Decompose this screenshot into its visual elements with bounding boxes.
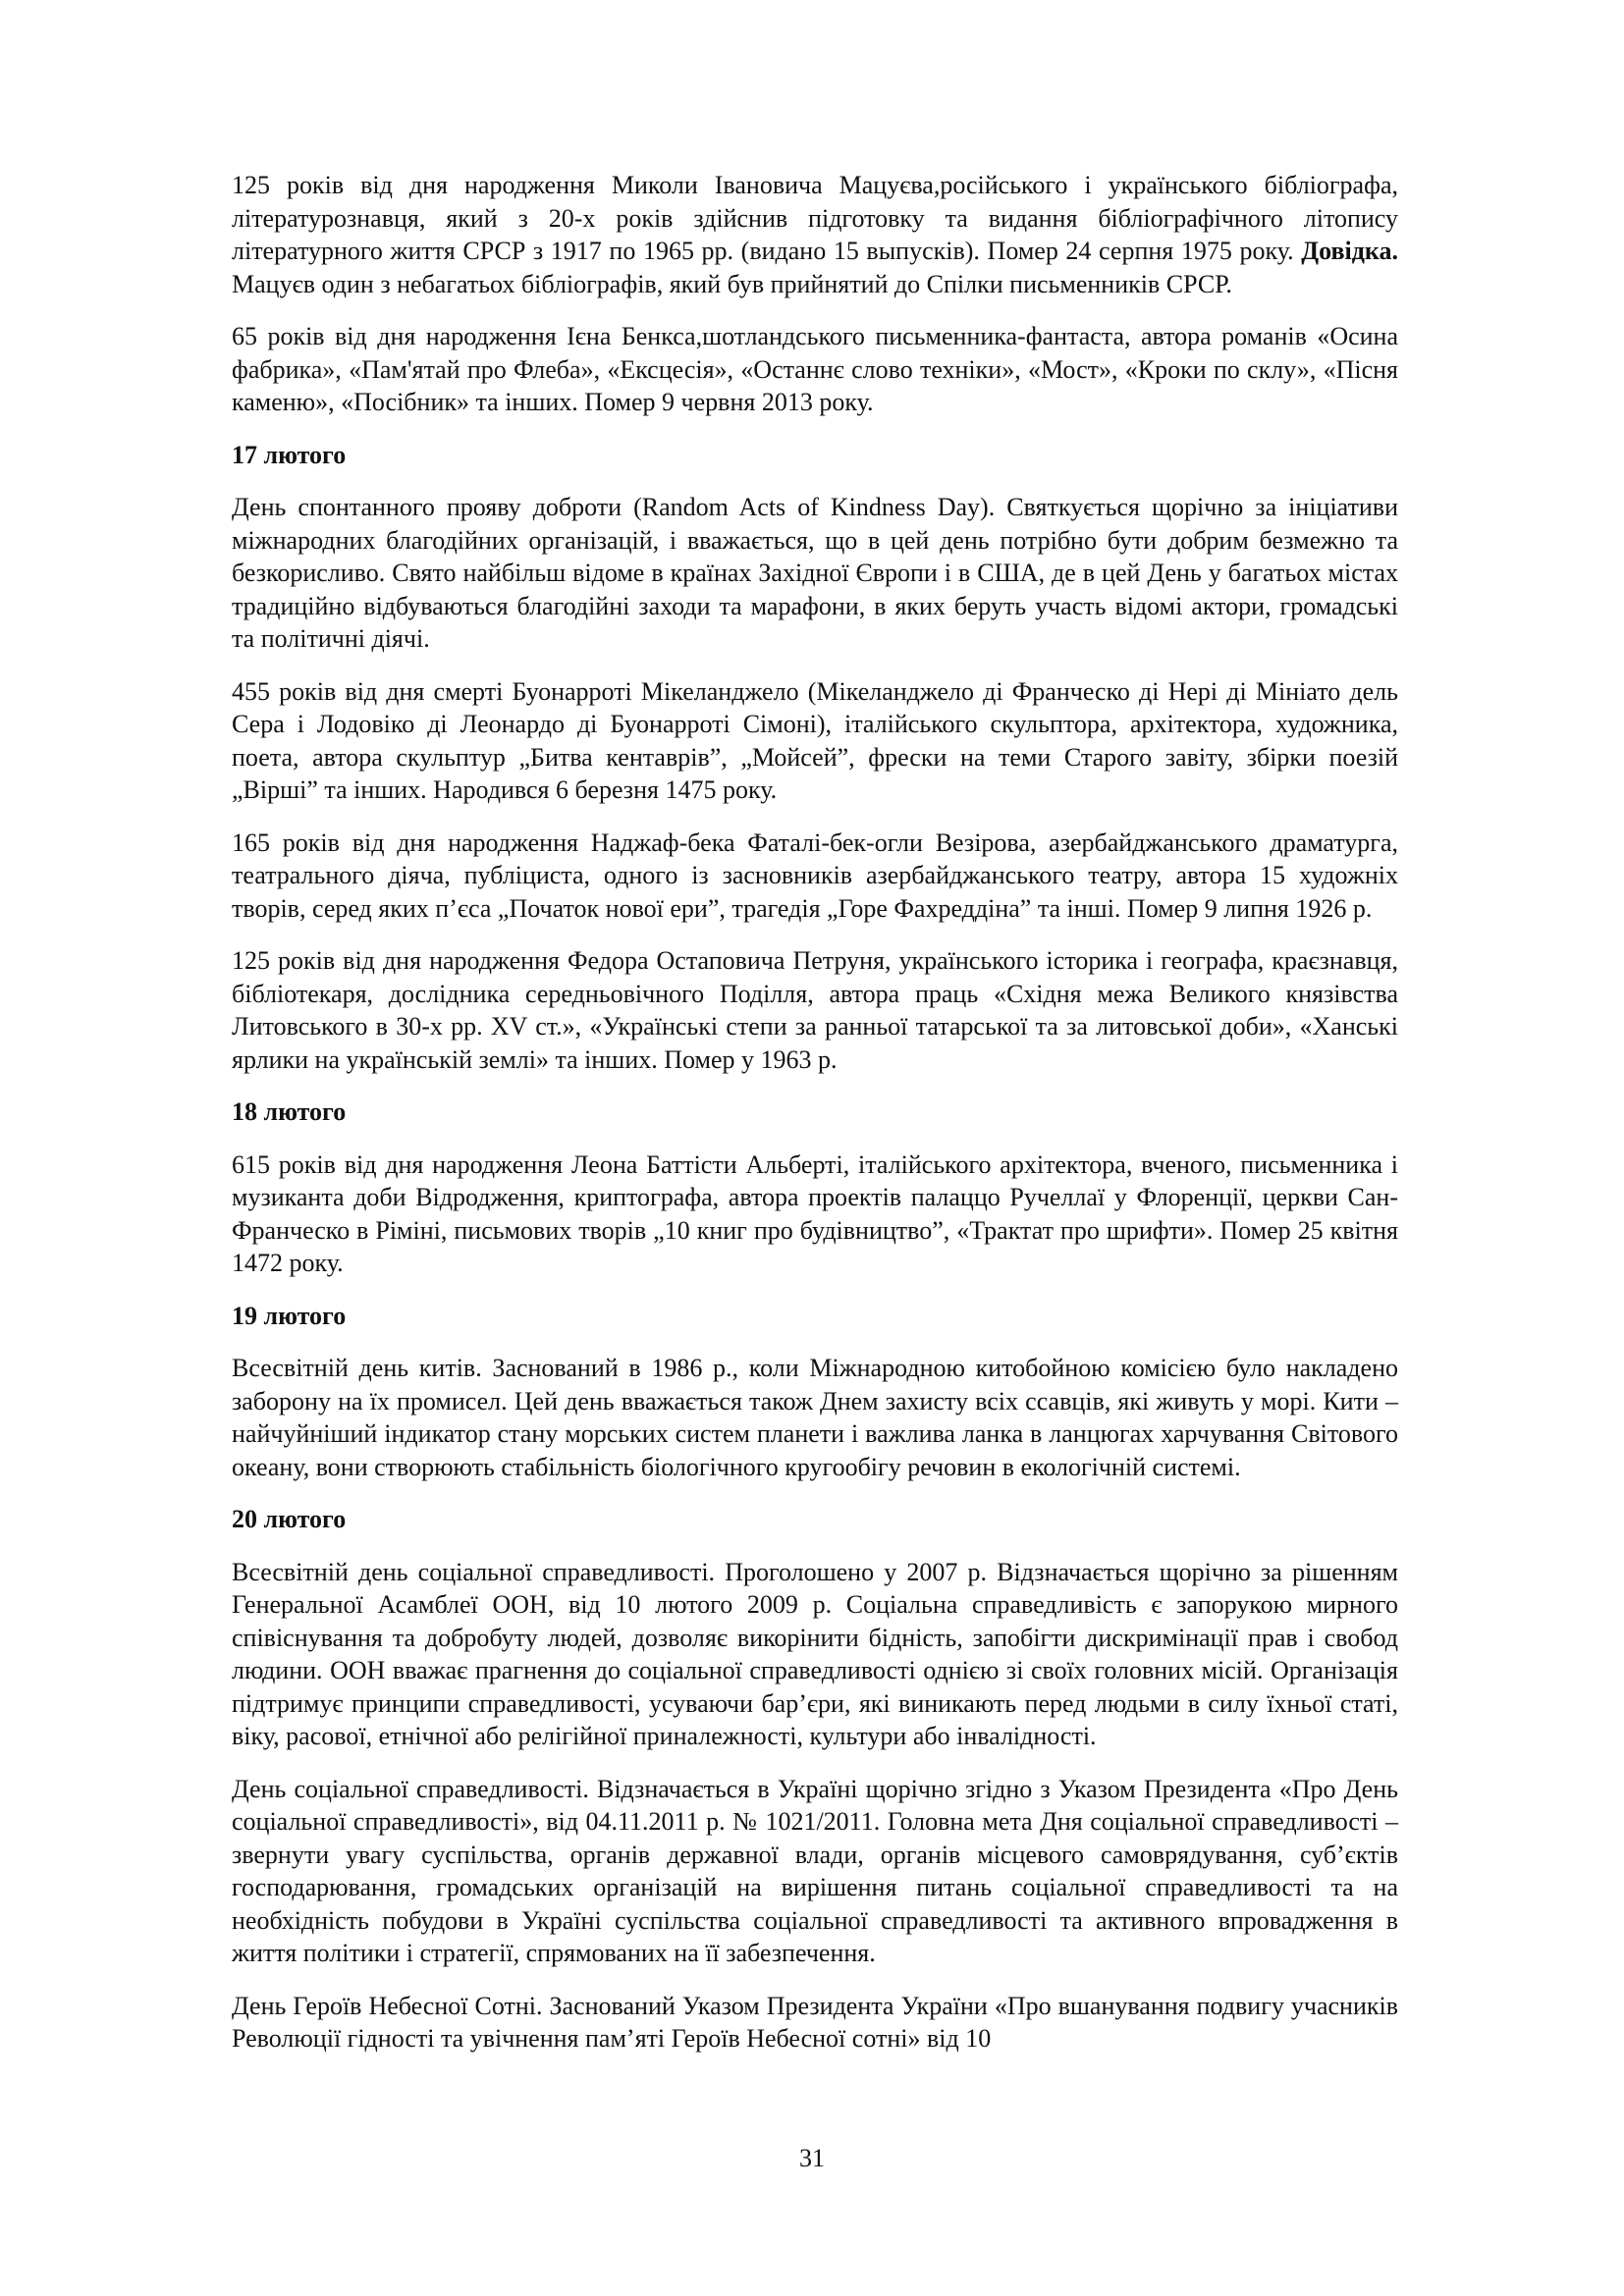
paragraph-heavenly-hundred: День Героїв Небесної Сотні. Заснований Указом Президента України «Про вшанування подвигу учасників Революції гідності та увічнення пам’яті Героїв Небесної сотні» від 10	[232, 1991, 1398, 2053]
page-number: 31	[799, 2144, 825, 2172]
paragraph-alberti: 615 років від дня народження Леона Баттісти Альберті, італійського архітектора, вченого, письменника і музиканта доби Відродження, криптографа, автора проектів палаццо Ручеллаї у Флоренції, церкви Сан-Франческо в Ріміні, письмових творів „10 книг про будівництво”, «Трактат про шрифти». Помер 25 квітня 1472 року.	[232, 1149, 1398, 1277]
document-page	[232, 169, 1398, 2075]
paragraph-petrun: 125 років від дня народження Федора Остаповича Петруня, українського історика і географа, краєзнавця, бібліотекаря, дослідника середньовічного Поділля, автора праць «Східня межа Великого князівства Литовського в 30-х рр. XV ст.», «Українські степи за ранньої татарської та за литовської доби», «Ханські ярлики на українській землі» та інших. Помер у 1963 р.	[232, 946, 1398, 1074]
paragraph-kindness-day: День спонтанного прояву доброти (Random Acts of Kindness Day). Святкується щорічно за ініціативи міжнародних благодійних організацій, і вважається, що в цей день потрібно бути добрим безмежно та безкорисливо. Свято найбільш відоме в країнах Західної Європи і в США, де в цей День у багатьох містах традиційно відбуваються благодійні заходи та марафони, в яких беруть участь відомі актори, громадські та політичні діячі.	[232, 493, 1398, 653]
paragraph-matsuev	[232, 169, 1398, 300]
paragraph-social-justice-ukraine: День соціальної справедливості. Відзначається в Україні щорічно згідно з Указом Президента «Про День соціальної справедливості», від 04.11.2011 р. № 1021/2011. Головна мета Дня соціальної справедливості – звернути увагу суспільства, органів державної влади, органів місцевого самоврядування, суб’єктів господарювання, громадських організацій на вирішення питань соціальної справедливості та на необхідність побудови в Україні суспільства соціальної справедливості та активного впровадження в життя політики і стратегії, спрямованих на її забезпечення.	[232, 1774, 1398, 1967]
paragraph-michelangelo: 455 років від дня смерті Буонарроті Мікеланджело (Мікеланджело ді Франческо ді Нері ді Мініато дель Сера і Лодовіко ді Леонардо ді Буонарроті Сімоні), італійського скульптора, архітектора, художника, поета, автора скульптур „Битва кентаврів”, „Мойсей”, фрески на теми Старого завіту, збірки поезій „Вірші” та інших. Народився 6 березня 1475 року.	[232, 676, 1398, 804]
date-heading-feb-19: 19 лютого	[232, 1301, 347, 1330]
paragraph-banks: 65 років від дня народження Ієна Бенкса,шотландського письменника-фантаста, автора романів «Осина фабрика», «Пам'ятай про Флеба», «Ексцесія», «Останнє слово техніки», «Мост», «Кроки по склу», «Пісня каменю», «Посібник» та інших. Помер 9 червня 2013 року.	[232, 322, 1398, 416]
paragraph-social-justice-world: Всесвітній день соціальної справедливості. Проголошено у 2007 р. Відзначається щорічно за рішенням Генеральної Асамблеї ООН, від 10 лютого 2009 р. Соціальна справедливість є запорукою мирного співіснування та добробуту людей, дозволяє викорінити бідність, запобігти дискримінації прав і свобод людини. ООН вважає прагнення до соціальної справедливості однією зі своїх головних місій. Організація підтримує принципи справедливості, усуваючи бар’єри, які виникають перед людьми в силу їхньої статі, віку, расової, етнічної або релігійної приналежності, культури або інвалідності.	[232, 1557, 1398, 1750]
paragraph-text-continued: Мацуєв один з небагатьох бібліографів, який був прийнятий до Спілки письменників СРСР.	[232, 269, 1232, 298]
date-heading-feb-17: 17 лютого	[232, 440, 347, 469]
paragraph-whale-day: Всесвітній день китів. Заснований в 1986 р., коли Міжнародною китобойною комісією було накладено заборону на їх промисел. Цей день вважається також Днем захисту всіх ссавців, які живуть у морі. Кити – найчуйніший індикатор стану морських систем планети і важлива ланка в ланцюгах харчування Світового океану, вони створюють стабільність біологічного кругообігу речовин в екологічній системі.	[232, 1354, 1398, 1481]
paragraph-vezirov: 165 років від дня народження Наджаф-бека Фаталі-бек-огли Везірова, азербайджанського драматурга, театрального діяча, публіциста, одного із засновників азербайджанського театру, автора 15 художніх творів, серед яких п’єса „Початок нової ери”, трагедія „Горе Фахреддіна” та інші. Помер 9 липня 1926 р.	[232, 828, 1398, 923]
date-heading-feb-18: 18 лютого	[232, 1097, 347, 1126]
reference-label: Довідка.	[1301, 237, 1398, 265]
paragraph-text: 125 років від дня народження Миколи Івановича Мацуєва,російського і українського бібліографа, літературознавця, який з 20-х років здійснив підготовку та видання бібліографічного літопису літературного життя СРСР з 1917 по 1965 рр. (видано 15 выпусків). Помер 24 серпня 1975 року.	[232, 171, 1398, 265]
date-heading-feb-20: 20 лютого	[232, 1505, 347, 1533]
